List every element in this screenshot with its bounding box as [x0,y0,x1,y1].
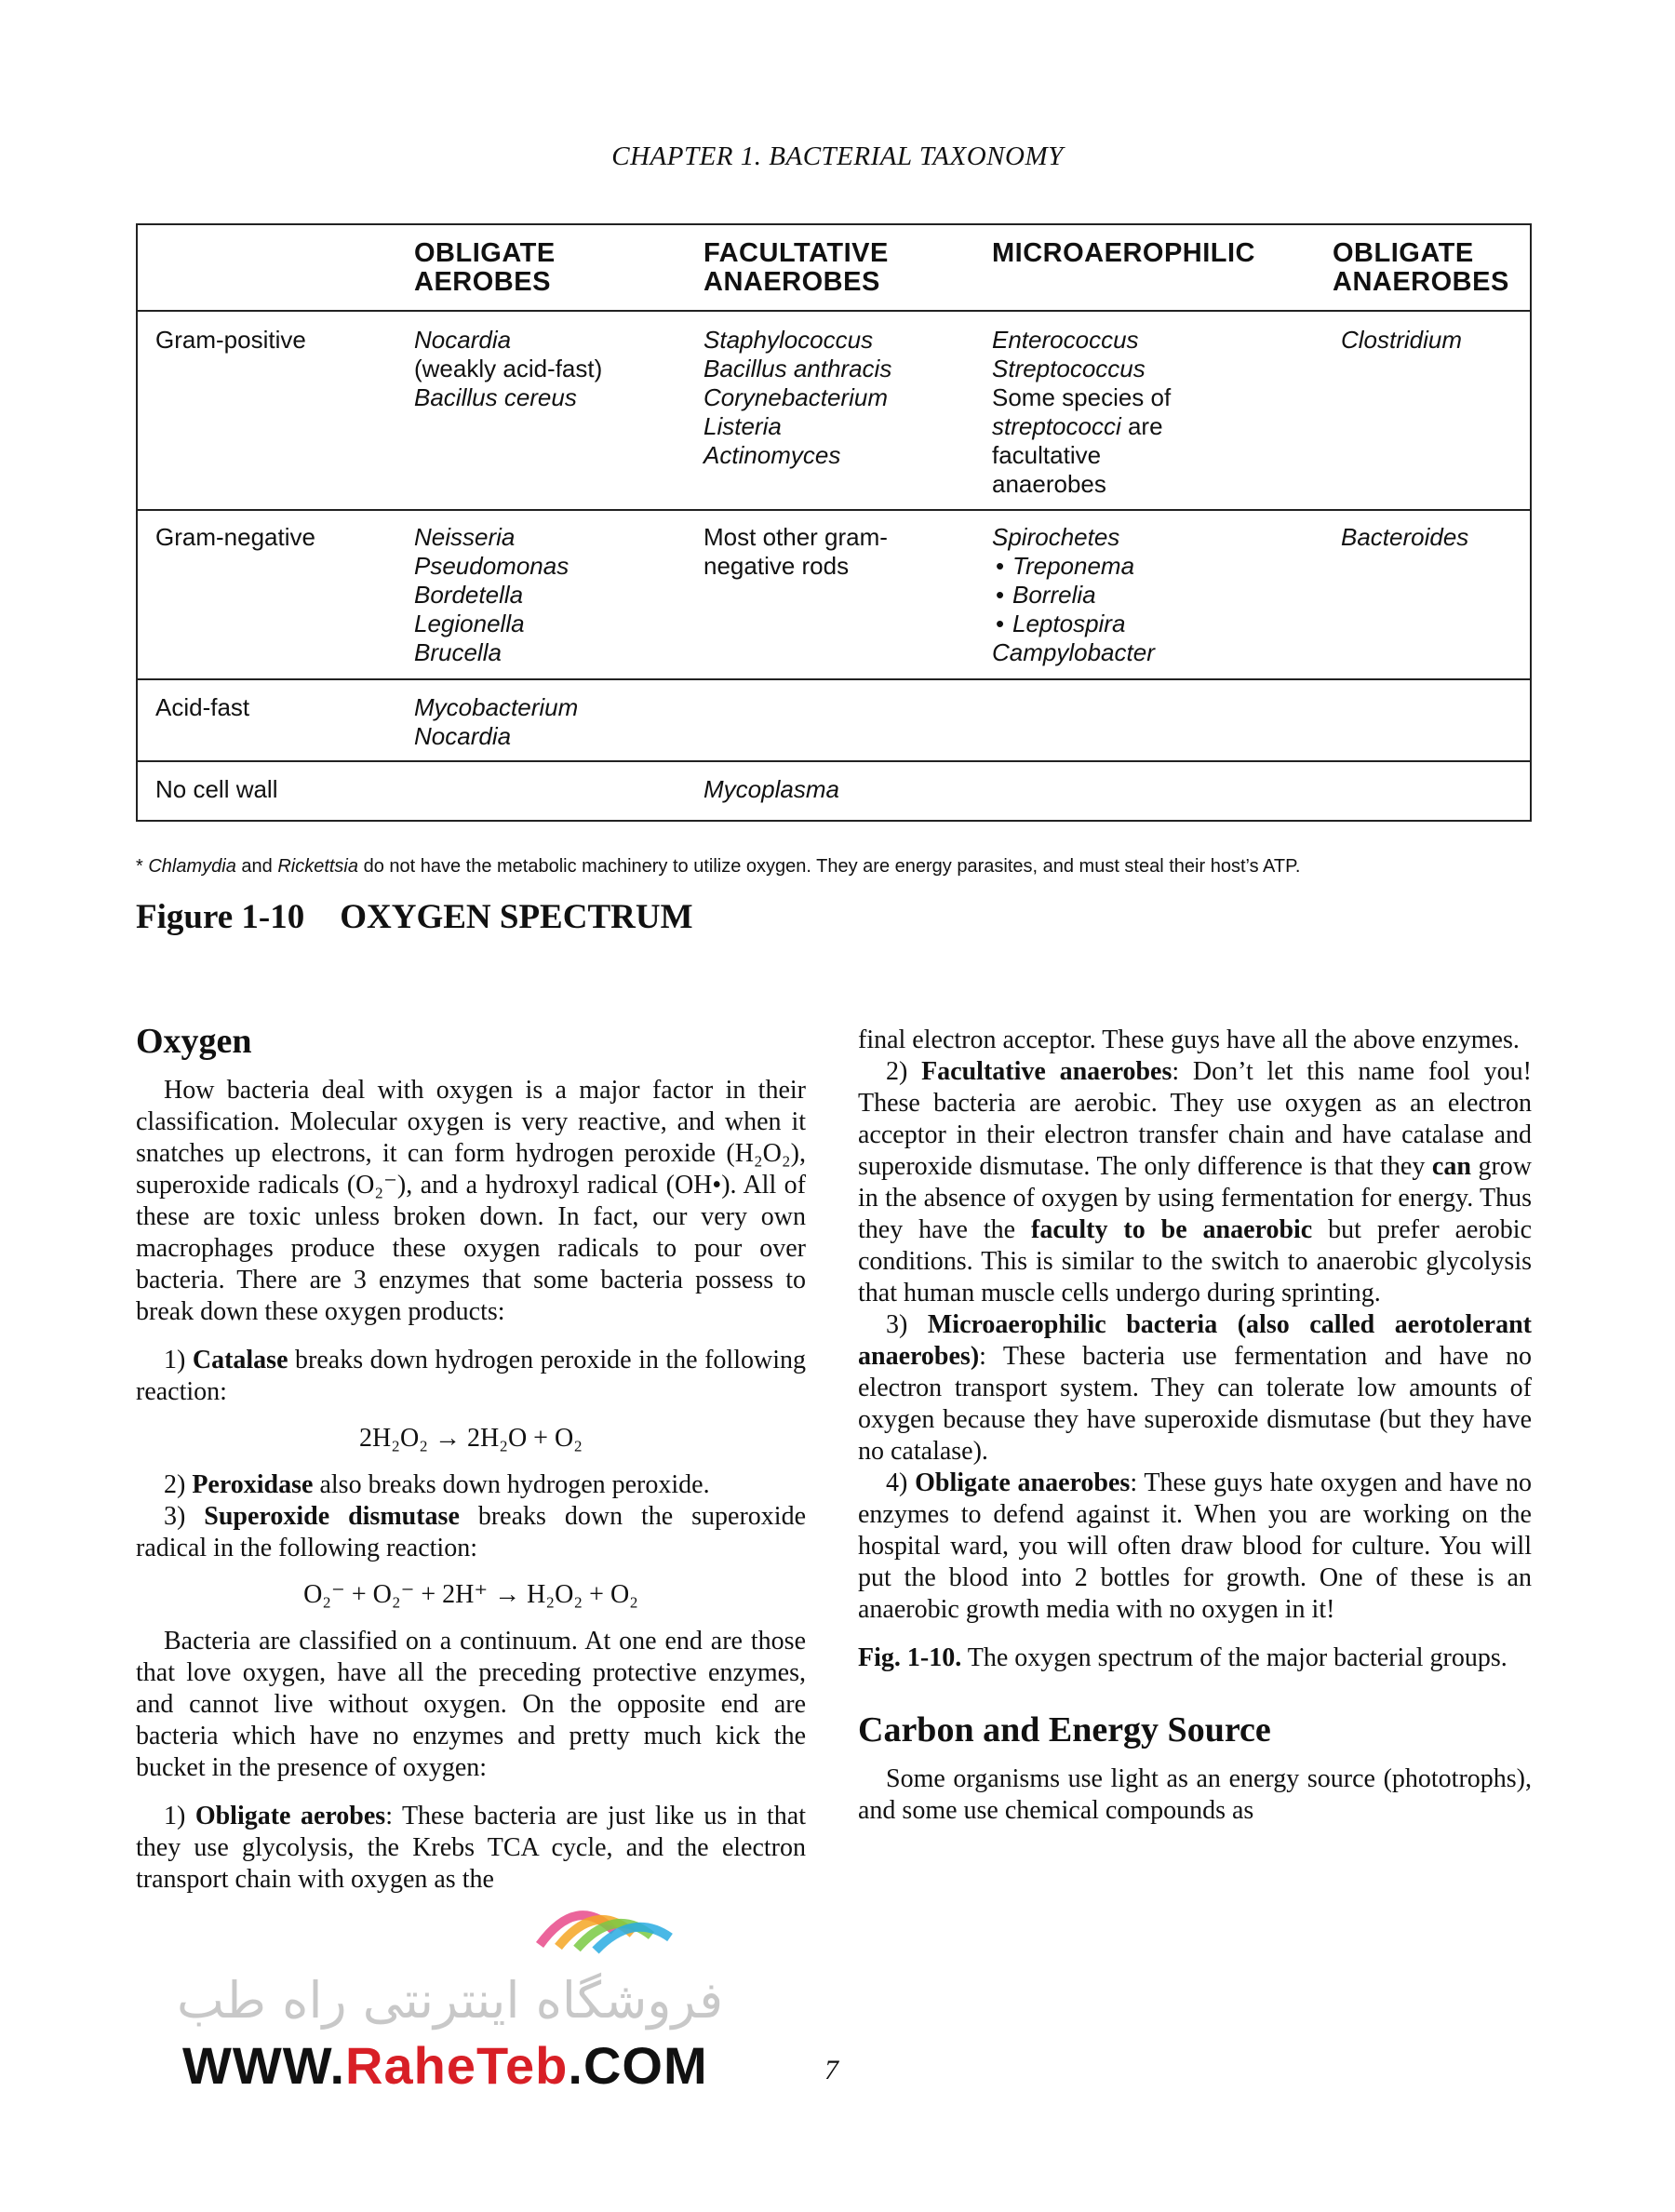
oxygen-spectrum-table [136,223,1532,822]
column-header-microaerophilic: MICROAEROPHILIC [992,238,1255,268]
row-label-no-cell-wall: No cell wall [155,775,278,803]
paragraph: final electron acceptor. These guys have all the above enzymes. [858,1026,1520,1054]
paragraph: How bacteria deal with oxygen is a major factor in their classification. Molecular oxygen is very reactive, and when it snatches up electrons, it can form hydrogen peroxide (H₂O₂), superoxide radicals (O₂⁻), and a hydroxyl radical (OH•). All of these are toxic unless broken down. In fact, our very own macrophages produce these oxygen radicals to pour over bacteria. There are 3 enzymes that some bacteria possess to break down these oxygen products: [136,1076,806,1326]
list-item-catalase: 1) Catalase breaks down hydrogen peroxide in the following reaction: [136,1346,806,1406]
watermark-persian-text: فروشگاه اینترنتی راه طب [177,1971,724,2030]
column-header-obligate-anaerobes: OBLIGATE ANAEROBES [1333,238,1509,297]
cell-gram-positive-microaerophilic: Enterococcus Streptococcus Some species of streptococci are facultative anaerobes [992,326,1172,498]
row-label-gram-negative: Gram-negative [155,523,315,551]
list-item-obligate-anaerobes: 4) Obligate anaerobes: These guys hate oxygen and have no enzymes to defend against it. When you are working on the hospital ward, you will often draw blood for culture. You will put the blood into 2 bottles for growth. One of these is an anaerobic growth media with no oxygen in it! [858,1468,1533,1624]
paragraph: Some organisms use light as an energy source (phototrophs), and some use chemical compounds as [858,1764,1532,1825]
table-rule [138,310,1530,312]
list-item-superoxide-dismutase: 3) Superoxide dismutase breaks down the superoxide radical in the following reaction: [136,1502,807,1562]
cell-no-cell-wall-facultative: Mycoplasma [704,775,839,803]
cell-gram-negative-aerobes: Neisseria Pseudomonas Bordetella Legionella Brucella [414,523,570,666]
watermark-url: WWW.RaheTeb.COM [182,2036,708,2095]
equation-catalase: 2H₂O₂ → 2H₂O + O₂ [359,1424,583,1453]
table-rule [138,678,1530,680]
running-header: CHAPTER 1. BACTERIAL TAXONOMY [611,141,1064,171]
cell-gram-positive-aerobes: Nocardia (weakly acid-fast) Bacillus cereus [414,326,603,411]
figure-legend: Fig. 1-10. The oxygen spectrum of the major bacterial groups. [858,1643,1508,1672]
cell-gram-negative-anaerobes: Bacteroides [1341,523,1469,551]
right-column [858,1025,1532,1827]
list-item-facultative-anaerobes: 2) Facultative anaerobes: Don’t let this name fool you! These bacteria are aerobic. They use oxygen as an electron acceptor in their electron transfer chain and have catalase and superoxide dismutase. The only difference is that they can grow in the absence of oxygen by using fermentation for energy. Thus they have the faculty to be anaerobic but prefer aerobic conditions. This is similar to the switch to anaerobic glycolysis that human muscle cells undergo during sprinting. [858,1057,1532,1307]
section-heading-carbon-energy: Carbon and Energy Source [858,1710,1271,1749]
list-item-microaerophilic: 3) Microaerophilic bacteria (also called aerotolerant anaerobes): These bacteria use fermentation and have no electron transport system. They can tolerate low amounts of oxygen because they have superoxide dismutase (but they have no catalase). [858,1310,1533,1466]
figure-caption: Figure 1-10 OXYGEN SPECTRUM [136,898,693,936]
row-label-acid-fast: Acid-fast [155,693,250,721]
table-footnote: * Chlamydia and Rickettsia do not have the metabolic machinery to utilize oxygen. They are energy parasites, and must steal their host’s ATP. [136,856,1301,877]
cell-gram-positive-anaerobes: Clostridium [1341,326,1463,354]
cell-gram-negative-microaerophilic: Spirochetes • Treponema • Borrelia • Leptospira Campylobacter [992,523,1155,667]
column-header-facultative-anaerobes: FACULTATIVE ANAEROBES [704,238,889,297]
left-column [136,1019,806,1896]
paragraph: Bacteria are classified on a continuum. At one end are those that love oxygen, have all the preceding protective enzymes, and cannot live without oxygen. On the opposite end are bacteria which have no enzymes and pretty much kick the bucket in the presence of oxygen: [136,1627,806,1782]
row-label-gram-positive: Gram-positive [155,326,306,354]
section-heading-oxygen: Oxygen [136,1022,252,1061]
table-rule [138,760,1530,762]
page-number: 7 [824,2055,838,2085]
list-item-obligate-aerobes: 1) Obligate aerobes: These bacteria are just like us in that they use glycolysis, the Krebs TCA cycle, and the electron transport chain with oxygen as the [136,1802,806,1894]
equation-superoxide: O₂⁻ + O₂⁻ + 2H⁺ → H₂O₂ + O₂ [303,1580,638,1609]
watermark-logo-icon [521,1889,707,1954]
column-header-obligate-aerobes: OBLIGATE AEROBES [414,238,556,297]
table-rule [138,509,1530,511]
list-item-peroxidase: 2) Peroxidase also breaks down hydrogen peroxide. [164,1470,710,1499]
cell-gram-positive-facultative: Staphylococcus Bacillus anthracis Corynebacterium Listeria Actinomyces [704,326,892,469]
cell-acid-fast-aerobes: Mycobacterium Nocardia [414,693,579,750]
cell-gram-negative-facultative: Most other gram- negative rods [704,523,888,580]
